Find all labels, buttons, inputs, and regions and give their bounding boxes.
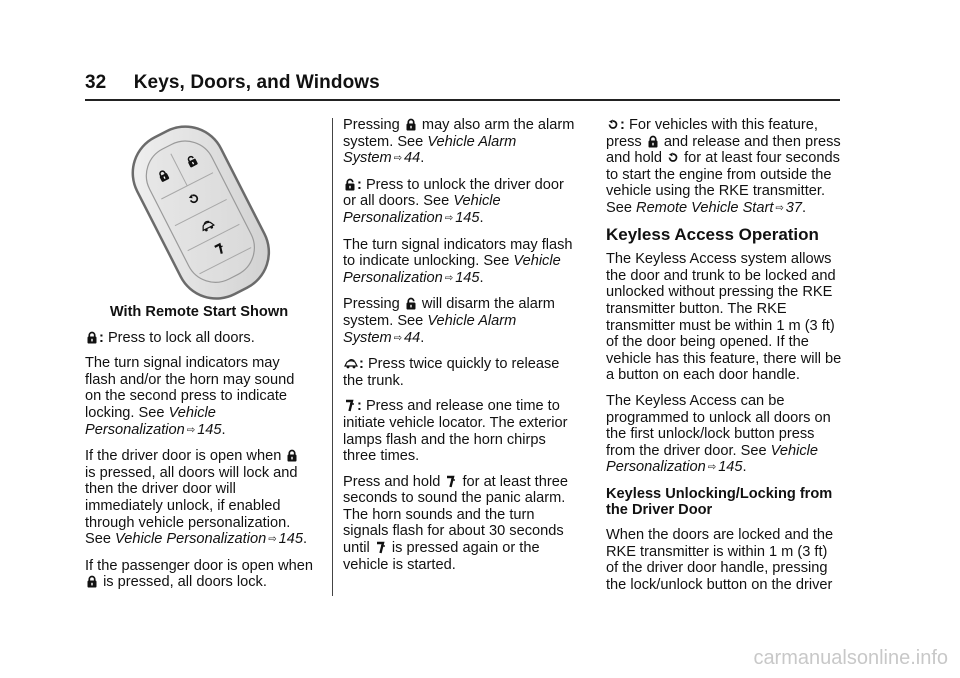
unlock-paragraph: : Press to unlock the driver door or all doors. See Vehicle Personalization ⇨ 145. (343, 176, 564, 226)
page-reference: 37 (785, 199, 803, 216)
lock-paragraph: : Press to lock all doors. (85, 330, 313, 347)
lock-icon (286, 449, 298, 462)
page-ref-arrow-icon: ⇨ (444, 212, 454, 224)
page-ref-arrow-icon: ⇨ (393, 153, 403, 165)
page-ref-arrow-icon: ⇨ (775, 202, 784, 214)
page-reference: 145 (197, 421, 222, 438)
cross-reference: Vehicle Alarm System (343, 312, 517, 346)
subsection-heading: Keyless Unlocking/Locking from the Driver Door (606, 485, 833, 519)
cross-reference: Vehicle Personalization (606, 442, 818, 476)
column-right (606, 117, 842, 602)
column-divider (332, 118, 333, 596)
lock-icon (86, 575, 98, 588)
header-rule (85, 99, 840, 101)
page-ref-arrow-icon: ⇨ (444, 272, 454, 284)
panic-icon (344, 399, 356, 412)
figure-caption: With Remote Start Shown (109, 304, 289, 320)
panic-paragraph: : Press and release one time to initiate vehicle locator. The exterior lamps flash and the horn chirps three times. (343, 398, 568, 465)
remote-start-icon (667, 151, 679, 164)
remote-start-paragraph: : For vehicles with this feature, press and release and then press and hold for at least four seconds to start the engine from outside the vehicle using the RKE transmitter. See Remote Vehicle Start ⇨ 37. (606, 117, 841, 216)
cross-reference: Vehicle Personalization (343, 193, 501, 226)
paragraph: Pressing will disarm the alarm system. See Vehicle Alarm System ⇨ 44. (343, 296, 555, 346)
column-middle (343, 117, 578, 582)
page-ref-arrow-icon: ⇨ (393, 332, 403, 344)
cross-reference: Remote Vehicle Start (636, 199, 774, 216)
paragraph: When the doors are locked and the RKE transmitter is within 1 m (3 ft) of the driver door handle, pressing the lock/unlock button on the driver (606, 527, 834, 593)
page-ref-arrow-icon: ⇨ (186, 424, 196, 436)
trunk-paragraph: : Press twice quickly to release the trunk. (343, 356, 560, 389)
lock-icon (405, 118, 417, 131)
panic-icon (375, 541, 387, 554)
key-fob-figure (114, 117, 284, 301)
cross-reference: Vehicle Alarm System (343, 133, 517, 167)
paragraph: The turn signal indicators may flash and/or the horn may sound on the second press to indicate locking. See Vehicle Personalization ⇨ 145. (85, 355, 295, 438)
page-ref-arrow-icon: ⇨ (268, 534, 277, 546)
remote-start-icon (607, 118, 619, 131)
paragraph: If the passenger door is open when is pressed, all doors lock. (85, 557, 313, 591)
paragraph: Press and hold for at least three seconds to sound the panic alarm. The horn sounds and the turn signals flash for about 30 seconds until is pressed again or the vehicle is started. (343, 473, 568, 573)
page-ref-arrow-icon: ⇨ (707, 462, 717, 474)
page-reference: 145 (278, 531, 303, 548)
page-reference: 44 (404, 150, 421, 167)
column-left (85, 117, 313, 600)
unlock-icon (344, 178, 356, 191)
trunk-icon (344, 357, 358, 370)
cross-reference: Vehicle Personalization (115, 531, 267, 548)
paragraph: Pressing may also arm the alarm system. See Vehicle Alarm System ⇨ 44. (343, 117, 575, 167)
watermark: carmanualsonline.info (753, 647, 948, 669)
page-reference: 145 (455, 209, 480, 226)
page-reference: 145 (718, 459, 743, 476)
page-title: Keys, Doors, and Windows (133, 72, 380, 93)
page-reference: 145 (455, 269, 480, 286)
cross-reference: Vehicle Personalization (343, 253, 561, 286)
cross-reference: Vehicle Personalization (85, 404, 216, 438)
panic-icon (445, 475, 457, 488)
lock-icon (86, 331, 98, 344)
unlock-icon (405, 297, 417, 310)
paragraph: The Keyless Access can be programmed to unlock all doors on the first unlock/lock button press from the driver door. See Vehicle Personalization ⇨ 145. (606, 392, 831, 476)
page-reference: 44 (404, 329, 421, 346)
paragraph: If the driver door is open when is pressed, all doors will lock and then the driver door will immediately unlock, if enabled through vehicle personalization. See Vehicle Personalization ⇨ 145. (85, 448, 308, 548)
paragraph: The turn signal indicators may flash to indicate unlocking. See Vehicle Personalization ⇨ 145. (343, 236, 573, 286)
section-heading: Keyless Access Operation (606, 224, 819, 244)
paragraph: The Keyless Access system allows the door and trunk to be locked and unlocked without pressing the RKE transmitter button. The RKE transmitter must be within 1 m (3 ft) of the door being opened. If the vehicle has this feature, there will be a button on each door handle. (606, 251, 842, 384)
page-header (85, 72, 380, 94)
lock-icon (647, 135, 659, 148)
page-number: 32 (85, 72, 107, 93)
